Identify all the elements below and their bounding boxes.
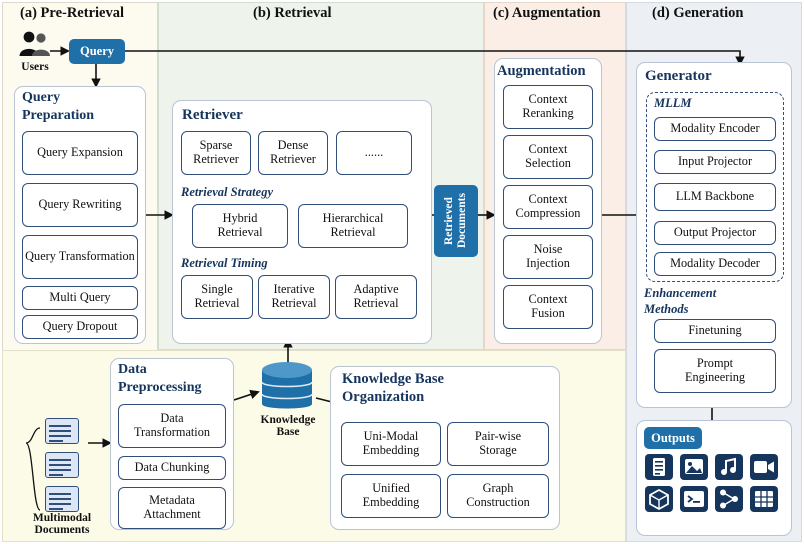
- item-label: Metadata Attachment: [143, 493, 201, 521]
- text-document-icon: [645, 454, 673, 480]
- item-label: Finetuning: [688, 323, 742, 338]
- item-label: Modality Decoder: [670, 256, 760, 271]
- item-prompt-engineering[interactable]: [654, 349, 776, 393]
- image-icon: [680, 454, 708, 480]
- table-grid-icon: [750, 486, 778, 512]
- item-adaptive-retrieval[interactable]: [335, 275, 417, 319]
- item-input-projector[interactable]: [654, 150, 776, 174]
- users-icon: [18, 30, 52, 63]
- generator-title: Generator: [645, 68, 712, 84]
- item-label: Prompt Engineering: [684, 356, 746, 384]
- knowledge-base-label: Knowledge Base: [260, 414, 316, 438]
- item-unified-embedding[interactable]: [341, 474, 441, 518]
- item-label: Output Projector: [673, 225, 757, 240]
- item-label: Single Retrieval: [194, 282, 240, 310]
- item-context-fusion[interactable]: [503, 285, 593, 329]
- item-label: Query Dropout: [42, 319, 118, 334]
- item-llm-backbone[interactable]: [654, 183, 776, 211]
- graph-nodes-icon: [715, 486, 743, 512]
- item-label: Adaptive Retrieval: [353, 282, 399, 310]
- item-label: Context Compression: [515, 192, 581, 220]
- video-camera-icon: [750, 454, 778, 480]
- item-label: Graph Construction: [466, 481, 530, 509]
- item-context-selection[interactable]: [503, 135, 593, 179]
- outputs-label-badge: Outputs: [644, 427, 702, 449]
- item-query-transformation[interactable]: [22, 235, 138, 279]
- column-title-d: (d) Generation: [652, 5, 744, 21]
- users-label: Users: [21, 61, 49, 73]
- document-icon: [45, 452, 79, 478]
- item-multi-query[interactable]: [22, 286, 138, 310]
- audio-note-icon: [715, 454, 743, 480]
- item-context-reranking[interactable]: [503, 85, 593, 129]
- item-context-compression[interactable]: [503, 185, 593, 229]
- enhancement-title-line1: Enhancement: [644, 286, 717, 300]
- item-label: Hybrid Retrieval: [217, 211, 263, 239]
- column-title-b: (b) Retrieval: [253, 5, 332, 21]
- item-query-dropout[interactable]: [22, 315, 138, 339]
- item-metadata-attachment[interactable]: [118, 487, 226, 529]
- item-label: Sparse Retriever: [193, 138, 239, 166]
- enhancement-title-line2: Methods: [644, 302, 689, 316]
- item-single-retrieval[interactable]: [181, 275, 253, 319]
- retrieval-strategy-title: Retrieval Strategy: [181, 185, 273, 199]
- item-query-rewriting[interactable]: [22, 183, 138, 227]
- item-label: Dense Retriever: [270, 138, 316, 166]
- retriever-title: Retriever: [182, 107, 243, 123]
- code-terminal-icon: [680, 486, 708, 512]
- item-dense-retriever[interactable]: [258, 131, 328, 175]
- 3d-model-icon: [645, 486, 673, 512]
- item-label: Context Selection: [525, 142, 571, 170]
- kb-organization-title-line1: Knowledge Base: [342, 371, 444, 387]
- item-sparse-retriever[interactable]: [181, 131, 251, 175]
- item-modality-encoder[interactable]: [654, 117, 776, 141]
- item-label: Query Expansion: [37, 145, 123, 160]
- item-data-chunking[interactable]: [118, 456, 226, 480]
- data-preprocessing-title-line1: Data: [118, 362, 147, 377]
- document-icon: [45, 486, 79, 512]
- item-hierarchical-retrieval[interactable]: [298, 204, 408, 248]
- item-label: Modality Encoder: [670, 121, 760, 136]
- knowledge-base-icon: [256, 358, 318, 421]
- item-uni-modal-embedding[interactable]: [341, 422, 441, 466]
- item-noise-injection[interactable]: [503, 235, 593, 279]
- item-label: Data Chunking: [134, 460, 210, 475]
- retrieval-timing-title: Retrieval Timing: [181, 256, 268, 270]
- item-label: Iterative Retrieval: [271, 282, 317, 310]
- query-preparation-title-line1: Query: [22, 90, 61, 105]
- item-finetuning[interactable]: [654, 319, 776, 343]
- item-graph-construction[interactable]: [447, 474, 549, 518]
- item-modality-decoder[interactable]: [654, 252, 776, 276]
- item-label: Multi Query: [49, 290, 111, 305]
- item-label: Context Fusion: [528, 292, 568, 320]
- item-label: Hierarchical Retrieval: [322, 211, 384, 239]
- item-output-projector[interactable]: [654, 221, 776, 245]
- item-pair-wise-storage[interactable]: [447, 422, 549, 466]
- retrieved-documents-label: Retrieved Documents: [442, 193, 468, 249]
- item-label: Data Transformation: [133, 411, 211, 439]
- augmentation-title: Augmentation: [497, 63, 586, 79]
- item-label: LLM Backbone: [675, 189, 755, 204]
- item-label: Pair-wise Storage: [474, 429, 522, 457]
- item-iterative-retrieval[interactable]: [258, 275, 330, 319]
- retrieved-documents-node[interactable]: [434, 185, 478, 257]
- item-more-retrievers[interactable]: [336, 131, 412, 175]
- item-label: Context Reranking: [522, 92, 574, 120]
- kb-organization-title-line2: Organization: [342, 389, 425, 405]
- multimodal-documents-label: Multimodal Documents: [32, 512, 92, 536]
- item-label: Unified Embedding: [362, 481, 420, 509]
- item-label: Query Transformation: [25, 249, 135, 264]
- column-title-a: (a) Pre-Retrieval: [20, 5, 124, 21]
- mllm-title: MLLM: [654, 96, 692, 110]
- query-preparation-title-line2: Preparation: [22, 108, 95, 123]
- document-icon: [45, 418, 79, 444]
- item-query-expansion[interactable]: [22, 131, 138, 175]
- item-label: ......: [364, 145, 384, 160]
- item-data-transformation[interactable]: [118, 404, 226, 448]
- item-label: Input Projector: [677, 154, 753, 169]
- item-label: Query Rewriting: [38, 197, 122, 212]
- item-hybrid-retrieval[interactable]: [192, 204, 288, 248]
- query-node[interactable]: Query: [69, 39, 125, 64]
- column-title-c: (c) Augmentation: [493, 5, 601, 21]
- item-label: Uni-Modal Embedding: [362, 429, 420, 457]
- data-preprocessing-title-line2: Preprocessing: [118, 380, 202, 395]
- item-label: Noise Injection: [526, 242, 570, 270]
